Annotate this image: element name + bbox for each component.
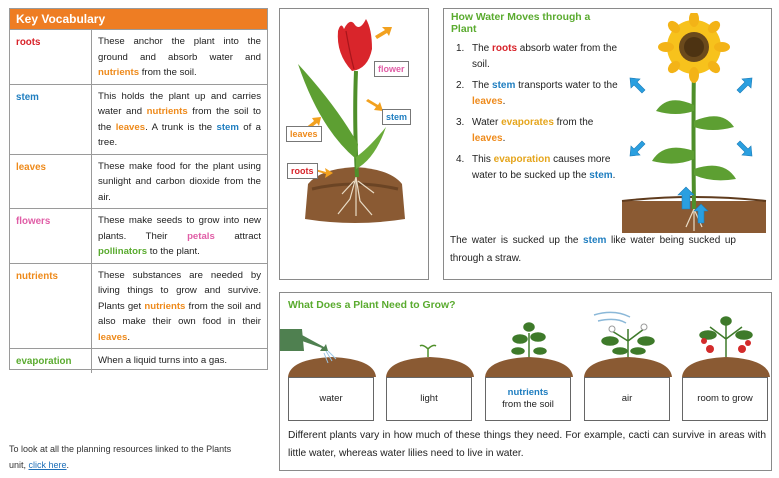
sunflower-illustration	[620, 13, 768, 235]
water-steps-list	[452, 41, 624, 189]
highlight-word: roots	[492, 43, 518, 54]
need-label-nutrients: nutrients	[507, 387, 549, 398]
vocabulary-term: nutrients	[10, 263, 92, 349]
vocabulary-term: flowers	[10, 209, 92, 264]
water-section-title: How Water Moves through a Plant	[451, 12, 591, 35]
wind-icon	[594, 312, 630, 323]
water-step	[452, 78, 624, 110]
highlight-word: leaves	[472, 96, 503, 107]
vocabulary-term: leaves	[10, 154, 92, 209]
text-segment: like water being sucked up through a straw.	[450, 235, 736, 264]
text-segment: causes more water to be sucked up the	[472, 154, 611, 181]
vocabulary-term: evaporation	[10, 349, 92, 373]
text-segment: These anchor the plant into the ground and absorb water and	[98, 36, 261, 63]
text-segment: of a tree.	[98, 121, 261, 148]
highlight-word: leaves	[472, 133, 503, 144]
highlight-word: leaves	[98, 331, 128, 343]
vocabulary-row	[10, 263, 267, 349]
need-label-light: light	[420, 393, 438, 404]
text-segment: from the soil and also make their own food in their	[98, 300, 261, 327]
step-number: 2.	[456, 80, 465, 91]
text-segment: . A trunk is the	[145, 121, 217, 133]
text-segment: from the soil.	[139, 67, 197, 78]
vocabulary-definition	[92, 349, 268, 373]
need-card-room	[682, 377, 768, 421]
vocabulary-term: stem	[10, 84, 92, 154]
key-vocabulary-table	[9, 8, 268, 370]
vocabulary-row	[10, 209, 267, 264]
highlight-word: evaporation	[493, 154, 551, 165]
planning-resources-note	[9, 441, 249, 473]
vocabulary-term: roots	[10, 30, 92, 85]
vocabulary-row	[10, 349, 267, 373]
text-segment: attract	[214, 230, 262, 242]
tulip-flower-drawing	[338, 19, 372, 71]
highlight-word: pollinators	[98, 246, 148, 257]
text-segment: .	[502, 133, 506, 144]
vocabulary-definition	[92, 154, 268, 209]
stem-label: stem	[382, 109, 411, 125]
plant-needs-description: Different plants vary in how much of these things they need. For example, cacti can survive in areas with little water, whereas water lilies need to live in water.	[288, 430, 766, 459]
text-segment: .	[502, 96, 506, 107]
text-segment: This	[472, 154, 494, 165]
need-label-air: air	[621, 393, 633, 404]
planning-text: To look at all the planning resources linked to the Plants unit,	[9, 444, 232, 470]
highlight-word: stem	[216, 121, 239, 133]
text-segment: When a liquid turns into a gas.	[98, 355, 228, 366]
highlight-word: evaporates	[501, 117, 554, 128]
plant-parts-diagram	[279, 8, 429, 280]
highlight-word: nutrients	[144, 300, 186, 312]
step-number: 1.	[456, 43, 465, 54]
text-segment: absorb water from the soil.	[472, 43, 618, 70]
need-card-nutrients	[485, 377, 571, 421]
text-segment: The	[472, 43, 493, 54]
vocabulary-row	[10, 154, 267, 209]
need-card-light	[386, 377, 472, 421]
text-segment: .	[612, 170, 616, 181]
flowering-plant-air-icon	[602, 329, 654, 357]
leaves-label: leaves	[286, 126, 322, 142]
how-water-moves-panel	[443, 8, 772, 280]
vocabulary-row	[10, 30, 267, 85]
plant-needs-illustrations	[280, 311, 771, 379]
seedling-icon	[512, 323, 546, 357]
roots-label: roots	[287, 163, 318, 179]
text-segment: from the soil to the	[98, 106, 261, 133]
need-card-water	[288, 377, 374, 421]
text-segment: to the plant.	[147, 246, 200, 257]
text-segment: These make seeds to grow into new plants. Their	[98, 215, 261, 242]
tulip-illustration	[280, 9, 428, 279]
water-step	[452, 41, 624, 73]
need-card-air	[584, 377, 670, 421]
water-step	[452, 115, 624, 147]
highlight-word: leaves	[115, 121, 146, 133]
flower-label: flower	[374, 61, 409, 77]
plant-needs-title: What Does a Plant Need to Grow?	[288, 300, 456, 311]
water-straw-note	[450, 232, 736, 268]
text-segment: The water is sucked up the	[450, 235, 584, 246]
highlight-word: stem	[492, 80, 516, 91]
highlight-word: nutrients	[146, 106, 188, 117]
leaf-drawing	[298, 64, 358, 159]
text-segment: from the	[553, 117, 594, 128]
vocabulary-grid	[10, 29, 267, 373]
need-sublabel-nutrients: from the soil	[502, 399, 554, 410]
planning-end: .	[66, 460, 70, 470]
vocabulary-row	[10, 84, 267, 154]
watering-can-icon	[280, 329, 328, 351]
text-segment: transports water to the	[515, 80, 618, 91]
vocabulary-title: Key Vocabulary	[10, 9, 267, 29]
step-number: 4.	[456, 154, 465, 165]
text-segment: The	[472, 80, 493, 91]
vocabulary-definition	[92, 30, 268, 85]
sprout-icon	[420, 345, 436, 357]
need-label-water: water	[319, 393, 343, 404]
highlight-word: stem	[583, 235, 607, 246]
plant-needs-panel	[279, 292, 772, 471]
step-number: 3.	[456, 117, 465, 128]
vocabulary-definition	[92, 209, 268, 264]
vocabulary-definition	[92, 84, 268, 154]
text-segment: These substances are needed by living things to grow and survive. Plants get	[98, 269, 261, 312]
water-step	[452, 152, 624, 184]
highlight-word: stem	[589, 170, 613, 181]
planning-link[interactable]: click here	[28, 460, 67, 470]
highlight-word: petals	[187, 230, 215, 242]
text-segment: .	[127, 331, 131, 343]
need-label-room: room to grow	[697, 393, 753, 404]
text-segment: Water	[472, 117, 502, 128]
soil-mounds	[288, 357, 770, 377]
text-segment: These make food for the plant using sunlight and carbon dioxide from the air.	[98, 160, 261, 203]
text-segment: This holds the plant up and carries water and	[98, 90, 261, 117]
vocabulary-definition	[92, 263, 268, 349]
highlight-word: nutrients	[98, 67, 140, 78]
